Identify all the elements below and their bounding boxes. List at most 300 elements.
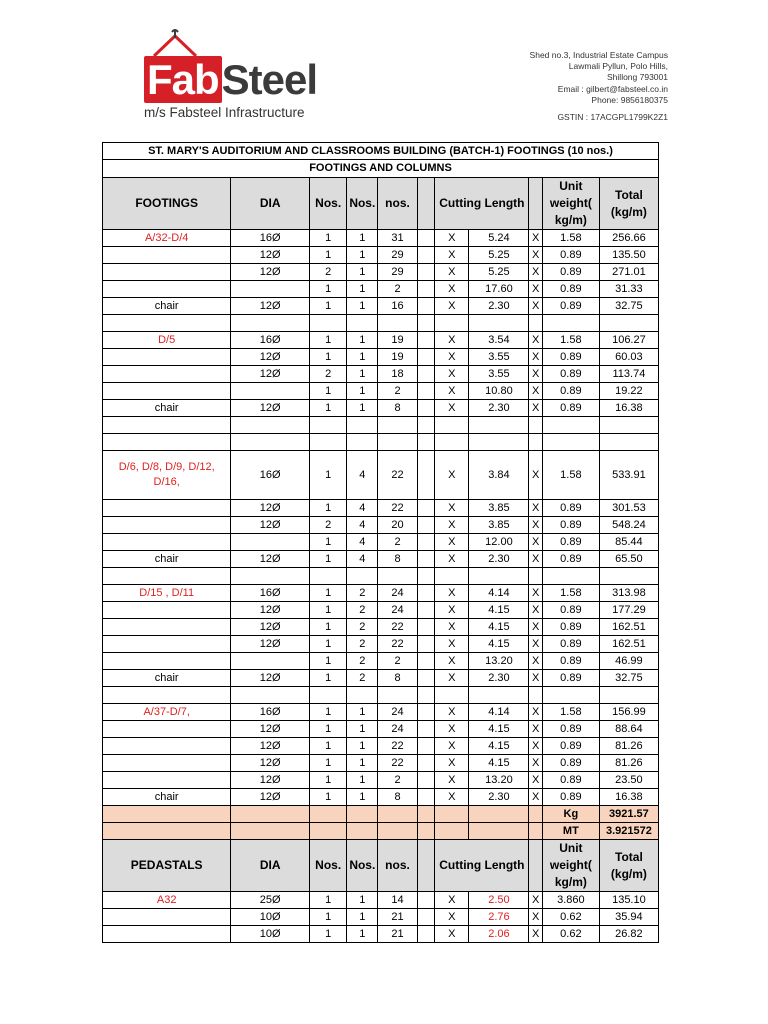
empty-cell <box>417 721 435 738</box>
multiply-cell: X <box>529 653 542 670</box>
empty-cell <box>417 230 435 247</box>
multiply-cell: X <box>435 264 469 281</box>
multiply-cell: X <box>529 602 542 619</box>
multiply-cell: X <box>435 400 469 417</box>
nos-cell: 1 <box>347 909 378 926</box>
cutting-length-cell: 2.50 <box>469 892 529 909</box>
empty-cell <box>103 349 231 366</box>
dia-cell: 12Ø <box>231 670 310 687</box>
multiply-cell: X <box>529 789 542 806</box>
unit-weight-cell: 0.89 <box>542 281 599 298</box>
total-cell: 548.24 <box>599 517 658 534</box>
empty-cell <box>231 823 310 840</box>
cutting-length-cell: 5.25 <box>469 247 529 264</box>
unit-weight-cell: 0.89 <box>542 755 599 772</box>
nos-cell: 14 <box>378 892 417 909</box>
total-cell: 156.99 <box>599 704 658 721</box>
multiply-cell: X <box>529 366 542 383</box>
nos-cell: 21 <box>378 909 417 926</box>
empty-cell <box>103 568 231 585</box>
sheet-subtitle-row <box>103 160 659 178</box>
empty-cell <box>103 602 231 619</box>
empty-cell <box>529 568 542 585</box>
group-label: D/15 , D/11 <box>103 585 231 602</box>
multiply-cell: X <box>529 704 542 721</box>
total-cell: 135.10 <box>599 892 658 909</box>
nos-cell: 1 <box>347 772 378 789</box>
header-unit-weight: Unit weight( kg/m) <box>542 178 599 230</box>
multiply-cell: X <box>435 892 469 909</box>
nos-cell: 1 <box>347 738 378 755</box>
nos-cell: 2 <box>347 585 378 602</box>
dia-cell: 12Ø <box>231 298 310 315</box>
multiply-cell: X <box>435 451 469 500</box>
empty-cell <box>417 178 435 230</box>
cutting-length-cell: 2.76 <box>469 909 529 926</box>
nos-cell: 1 <box>347 247 378 264</box>
row-name: chair <box>103 400 231 417</box>
multiply-cell: X <box>529 247 542 264</box>
empty-cell <box>469 823 529 840</box>
multiply-cell: X <box>529 909 542 926</box>
nos-cell: 24 <box>378 585 417 602</box>
multiply-cell: X <box>435 517 469 534</box>
multiply-cell: X <box>435 909 469 926</box>
multiply-cell: X <box>529 755 542 772</box>
nos-cell: 22 <box>378 619 417 636</box>
nos-cell: 1 <box>310 383 347 400</box>
dia-cell: 12Ø <box>231 349 310 366</box>
unit-weight-cell: 1.58 <box>542 704 599 721</box>
total-cell: 113.74 <box>599 366 658 383</box>
nos-cell: 1 <box>347 349 378 366</box>
unit-weight-cell: 0.62 <box>542 909 599 926</box>
nos-cell: 1 <box>310 636 347 653</box>
empty-cell <box>435 434 469 451</box>
empty-cell <box>529 315 542 332</box>
empty-cell <box>417 823 435 840</box>
multiply-cell: X <box>529 230 542 247</box>
cutting-length-cell: 4.14 <box>469 704 529 721</box>
empty-cell <box>347 568 378 585</box>
nos-cell: 1 <box>310 721 347 738</box>
empty-cell <box>103 417 231 434</box>
empty-cell <box>529 178 542 230</box>
empty-cell <box>103 636 231 653</box>
header-pedastals: PEDASTALS <box>103 840 231 892</box>
nos-cell: 8 <box>378 400 417 417</box>
nos-cell: 1 <box>310 926 347 943</box>
table-row <box>103 721 659 738</box>
multiply-cell: X <box>435 585 469 602</box>
cutting-length-cell: 4.15 <box>469 721 529 738</box>
cutting-length-cell: 10.80 <box>469 383 529 400</box>
unit-weight-cell: 0.89 <box>542 602 599 619</box>
empty-cell <box>529 687 542 704</box>
unit-weight-cell: 1.58 <box>542 585 599 602</box>
table-row <box>103 451 659 500</box>
empty-cell <box>231 315 310 332</box>
empty-cell <box>469 315 529 332</box>
letterhead <box>0 0 768 140</box>
multiply-cell: X <box>435 721 469 738</box>
empty-cell <box>378 823 417 840</box>
nos-cell: 1 <box>310 247 347 264</box>
row-name: chair <box>103 789 231 806</box>
unit-weight-cell: 1.58 <box>542 451 599 500</box>
table-row <box>103 551 659 568</box>
address-line: Phone: 9856180375 <box>591 94 668 105</box>
empty-cell <box>417 247 435 264</box>
cutting-length-cell: 3.85 <box>469 517 529 534</box>
company-address <box>530 50 668 123</box>
empty-cell <box>103 909 231 926</box>
total-cell: 162.51 <box>599 636 658 653</box>
empty-cell <box>103 434 231 451</box>
sheet-subtitle: FOOTINGS AND COLUMNS <box>103 160 659 178</box>
nos-cell: 1 <box>310 892 347 909</box>
unit-weight-cell: 0.89 <box>542 400 599 417</box>
nos-cell: 1 <box>347 298 378 315</box>
nos-cell: 1 <box>310 772 347 789</box>
empty-cell <box>417 434 435 451</box>
multiply-cell: X <box>529 619 542 636</box>
empty-cell <box>103 534 231 551</box>
table-row <box>103 500 659 517</box>
empty-cell <box>347 806 378 823</box>
empty-cell <box>347 434 378 451</box>
empty-cell <box>103 315 231 332</box>
empty-cell <box>103 247 231 264</box>
table-row <box>103 366 659 383</box>
empty-cell <box>310 434 347 451</box>
empty-cell <box>417 926 435 943</box>
brand-part-fab: Fab <box>144 56 222 103</box>
nos-cell: 1 <box>310 400 347 417</box>
empty-cell <box>103 619 231 636</box>
empty-cell <box>435 315 469 332</box>
dia-cell <box>231 653 310 670</box>
nos-cell: 2 <box>378 772 417 789</box>
empty-cell <box>417 534 435 551</box>
empty-cell <box>417 366 435 383</box>
nos-cell: 1 <box>347 383 378 400</box>
empty-cell <box>103 806 231 823</box>
empty-cell <box>103 653 231 670</box>
multiply-cell: X <box>529 636 542 653</box>
dia-cell <box>231 534 310 551</box>
nos-cell: 4 <box>347 500 378 517</box>
total-cell: 313.98 <box>599 585 658 602</box>
empty-cell <box>417 687 435 704</box>
dia-cell: 12Ø <box>231 500 310 517</box>
cutting-length-cell: 3.55 <box>469 366 529 383</box>
empty-cell <box>103 823 231 840</box>
empty-cell <box>103 500 231 517</box>
empty-cell <box>529 417 542 434</box>
empty-cell <box>469 417 529 434</box>
nos-cell: 31 <box>378 230 417 247</box>
nos-cell: 21 <box>378 926 417 943</box>
multiply-cell: X <box>529 264 542 281</box>
nos-cell: 2 <box>347 653 378 670</box>
multiply-cell: X <box>435 366 469 383</box>
multiply-cell: X <box>435 670 469 687</box>
dia-cell: 25Ø <box>231 892 310 909</box>
multiply-cell: X <box>435 281 469 298</box>
empty-cell <box>347 417 378 434</box>
cutting-length-cell: 4.15 <box>469 738 529 755</box>
multiply-cell: X <box>529 585 542 602</box>
empty-cell <box>378 315 417 332</box>
multiply-cell: X <box>435 636 469 653</box>
empty-cell <box>435 687 469 704</box>
empty-cell <box>417 704 435 721</box>
multiply-cell: X <box>529 500 542 517</box>
multiply-cell: X <box>529 926 542 943</box>
dia-cell <box>231 383 310 400</box>
nos-cell: 2 <box>378 281 417 298</box>
unit-weight-cell: 0.89 <box>542 789 599 806</box>
multiply-cell: X <box>529 383 542 400</box>
nos-cell: 24 <box>378 602 417 619</box>
total-cell: 162.51 <box>599 619 658 636</box>
headers-header-row <box>103 178 659 230</box>
table-row <box>103 909 659 926</box>
table-row <box>103 247 659 264</box>
empty-cell <box>542 687 599 704</box>
table-row <box>103 892 659 909</box>
nos-cell: 8 <box>378 670 417 687</box>
empty-cell <box>310 417 347 434</box>
empty-cell <box>103 926 231 943</box>
empty-cell <box>417 789 435 806</box>
total-cell: 256.66 <box>599 230 658 247</box>
empty-cell <box>469 687 529 704</box>
dia-cell: 16Ø <box>231 704 310 721</box>
header-nos: nos. <box>378 178 417 230</box>
address-line: Email : gilbert@fabsteel.co.in <box>557 83 668 94</box>
header-cutting-length: Cutting Length <box>435 840 529 892</box>
empty-cell <box>469 806 529 823</box>
nos-cell: 1 <box>347 281 378 298</box>
empty-cell <box>378 568 417 585</box>
spacer-row <box>103 568 659 585</box>
empty-cell <box>231 417 310 434</box>
nos-cell: 1 <box>310 281 347 298</box>
empty-cell <box>529 840 542 892</box>
multiply-cell: X <box>529 400 542 417</box>
nos-cell: 22 <box>378 451 417 500</box>
total-cell: 23.50 <box>599 772 658 789</box>
table-row <box>103 926 659 943</box>
multiply-cell: X <box>529 551 542 568</box>
summary-row <box>103 806 659 823</box>
cutting-length-cell: 2.30 <box>469 670 529 687</box>
empty-cell <box>417 551 435 568</box>
table-row <box>103 602 659 619</box>
empty-cell <box>529 806 542 823</box>
empty-cell <box>417 517 435 534</box>
table-row <box>103 230 659 247</box>
nos-cell: 1 <box>347 721 378 738</box>
empty-cell <box>310 315 347 332</box>
empty-cell <box>417 332 435 349</box>
total-cell: 135.50 <box>599 247 658 264</box>
empty-cell <box>529 823 542 840</box>
empty-cell <box>599 434 658 451</box>
header-total: Total (kg/m) <box>599 840 658 892</box>
dia-cell: 12Ø <box>231 789 310 806</box>
nos-cell: 1 <box>310 704 347 721</box>
dia-cell: 12Ø <box>231 366 310 383</box>
unit-weight-cell: 0.89 <box>542 349 599 366</box>
table-row <box>103 281 659 298</box>
multiply-cell: X <box>435 602 469 619</box>
dia-cell: 16Ø <box>231 585 310 602</box>
dia-cell: 12Ø <box>231 247 310 264</box>
empty-cell <box>231 568 310 585</box>
multiply-cell: X <box>529 721 542 738</box>
multiply-cell: X <box>529 517 542 534</box>
unit-weight-cell: 0.89 <box>542 264 599 281</box>
total-cell: 177.29 <box>599 602 658 619</box>
nos-cell: 1 <box>347 704 378 721</box>
multiply-cell: X <box>529 534 542 551</box>
row-name: chair <box>103 670 231 687</box>
nos-cell: 1 <box>310 551 347 568</box>
empty-cell <box>417 619 435 636</box>
multiply-cell: X <box>435 789 469 806</box>
bar-schedule-table <box>102 142 659 943</box>
row-name: chair <box>103 551 231 568</box>
empty-cell <box>103 517 231 534</box>
empty-cell <box>469 434 529 451</box>
nos-cell: 1 <box>310 298 347 315</box>
nos-cell: 1 <box>310 230 347 247</box>
spacer-row <box>103 434 659 451</box>
nos-cell: 1 <box>310 534 347 551</box>
empty-cell <box>103 366 231 383</box>
total-cell: 65.50 <box>599 551 658 568</box>
nos-cell: 2 <box>347 619 378 636</box>
nos-cell: 1 <box>310 789 347 806</box>
empty-cell <box>542 568 599 585</box>
sheet-title-row <box>103 143 659 160</box>
unit-weight-cell: 0.89 <box>542 517 599 534</box>
multiply-cell: X <box>435 230 469 247</box>
header-unit-weight: Unit weight( kg/m) <box>542 840 599 892</box>
group-label: A/32-D/4 <box>103 230 231 247</box>
dia-cell: 16Ø <box>231 230 310 247</box>
nos-cell: 1 <box>310 755 347 772</box>
multiply-cell: X <box>435 332 469 349</box>
multiply-cell: X <box>435 247 469 264</box>
header-nos: Nos. <box>310 840 347 892</box>
group-label: A/37-D/7, <box>103 704 231 721</box>
unit-weight-cell: 0.62 <box>542 926 599 943</box>
empty-cell <box>417 298 435 315</box>
unit-weight-cell: 0.89 <box>542 534 599 551</box>
unit-weight-cell: 0.89 <box>542 619 599 636</box>
empty-cell <box>417 281 435 298</box>
multiply-cell: X <box>529 281 542 298</box>
empty-cell <box>417 264 435 281</box>
cutting-length-cell: 3.84 <box>469 451 529 500</box>
table-row <box>103 349 659 366</box>
empty-cell <box>417 568 435 585</box>
empty-cell <box>103 738 231 755</box>
nos-cell: 8 <box>378 551 417 568</box>
nos-cell: 1 <box>347 366 378 383</box>
total-cell: 301.53 <box>599 500 658 517</box>
cutting-length-cell: 2.30 <box>469 400 529 417</box>
nos-cell: 18 <box>378 366 417 383</box>
multiply-cell: X <box>435 298 469 315</box>
table-row <box>103 264 659 281</box>
nos-cell: 1 <box>310 653 347 670</box>
nos-cell: 29 <box>378 247 417 264</box>
table-row <box>103 772 659 789</box>
nos-cell: 4 <box>347 551 378 568</box>
header-nos: Nos. <box>347 178 378 230</box>
header-nos: Nos. <box>347 840 378 892</box>
empty-cell <box>417 653 435 670</box>
nos-cell: 1 <box>310 909 347 926</box>
nos-cell: 22 <box>378 738 417 755</box>
unit-weight-cell: 0.89 <box>542 298 599 315</box>
table-row <box>103 298 659 315</box>
nos-cell: 2 <box>310 517 347 534</box>
empty-cell <box>417 451 435 500</box>
nos-cell: 1 <box>347 230 378 247</box>
empty-cell <box>417 315 435 332</box>
empty-cell <box>103 755 231 772</box>
total-cell: 81.26 <box>599 738 658 755</box>
cutting-length-cell: 3.85 <box>469 500 529 517</box>
multiply-cell: X <box>435 704 469 721</box>
empty-cell <box>417 772 435 789</box>
unit-weight-cell: 1.58 <box>542 230 599 247</box>
cutting-length-cell: 2.06 <box>469 926 529 943</box>
table-row <box>103 383 659 400</box>
empty-cell <box>417 892 435 909</box>
total-cell: 35.94 <box>599 909 658 926</box>
empty-cell <box>347 823 378 840</box>
address-line: Shillong 793001 <box>607 72 668 83</box>
dia-cell <box>231 281 310 298</box>
multiply-cell: X <box>435 755 469 772</box>
multiply-cell: X <box>529 349 542 366</box>
empty-cell <box>417 738 435 755</box>
nos-cell: 2 <box>310 366 347 383</box>
empty-cell <box>435 417 469 434</box>
table-row <box>103 704 659 721</box>
nos-cell: 1 <box>347 264 378 281</box>
unit-weight-cell: 0.89 <box>542 670 599 687</box>
empty-cell <box>417 383 435 400</box>
dia-cell: 12Ø <box>231 636 310 653</box>
total-cell: 32.75 <box>599 670 658 687</box>
nos-cell: 2 <box>378 383 417 400</box>
total-cell: 46.99 <box>599 653 658 670</box>
empty-cell <box>435 568 469 585</box>
empty-cell <box>435 823 469 840</box>
empty-cell <box>417 585 435 602</box>
total-cell: 26.82 <box>599 926 658 943</box>
multiply-cell: X <box>435 383 469 400</box>
multiply-cell: X <box>529 332 542 349</box>
